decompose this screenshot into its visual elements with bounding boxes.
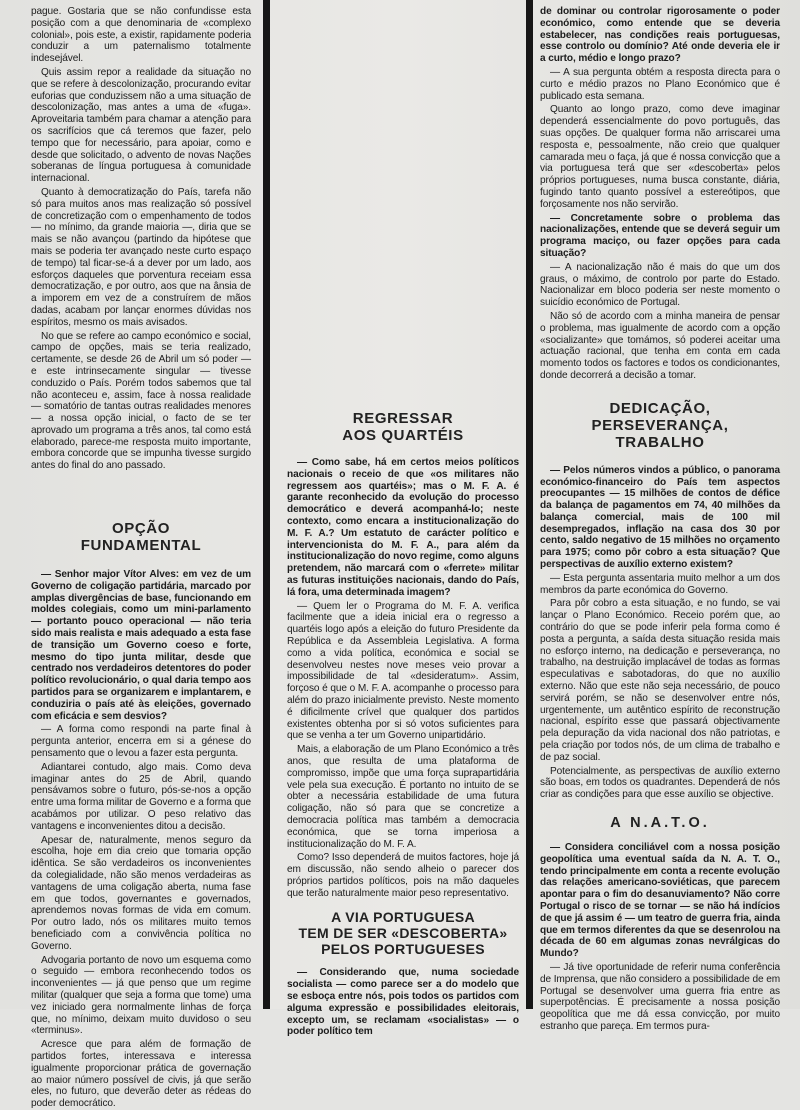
paragraph: Advogaria portanto de novo um esquema como o seguido — embora reconhecendo todos os inconvenientes — já que penso que um regime militar (qualquer que seja a forma que tome) uma vez iniciado gera normalmente linhas de força que, no mínimo, deixam muito duvidoso o seu «terminus». xyxy=(31,954,251,1037)
interview-answer: — A nacionalização não é mais do que um dos graus, o máximo, de controlo por parte do Estado. Nacionalizar em bloco poderia ser neste momento o suicídio económico de Portugal. xyxy=(540,261,780,309)
column-rule xyxy=(263,0,270,1009)
paragraph: No que se refere ao campo económico e social, campo de opções, mais se teria realizado, certamente, se desde 26 de Abril um só poder — e este intrinsecamente singular — tivesse conduzido o País. Porém todos sabemos que tal não aconteceu e, assim, face à nossa realidade — somatório de tantas outras realidades menores — a nossa opção inicial, o facto de se ter aprovado um programa a três anos, tal como está elaborado, parece-me resposta muito importante, embora concorde que se impunha tivesse surgido antes do final do ano passado. xyxy=(31,330,251,472)
section-heading: A VIA PORTUGUESA TEM DE SER «DESCOBERTA» PELOS PORTUGUESES xyxy=(298,909,508,958)
section-heading: DEDICAÇÃO, PERSEVERANÇA, TRABALHO xyxy=(591,399,729,451)
section-heading: REGRESSAR AOS QUARTÉIS xyxy=(342,410,464,444)
paragraph: pague. Gostaria que se não confundisse esta posição com a que denominaria de «complexo colonial», pois este, a existir, rapidamente poderia conduzir a um paternalismo totalmente indesejável. xyxy=(31,6,251,65)
section-heading: OPÇÃO FUNDAMENTAL xyxy=(80,520,202,555)
column-2 xyxy=(287,6,519,1038)
interview-question: — Pelos números vindos a público, o panorama económico-financeiro do País tem aspectos preocupantes — 15 milhões de contos de défice da balança de pagamentos em 74, 40 milhões da balança comercial, mais de 100 mil desempregados, inflação na casa dos 30 por cento, saldo negativo de 15 milhões no orçamento para 1975; como pôr cobro a esta situação? Que perspectivas de auxílio externo existem? xyxy=(540,464,780,571)
paragraph: Quanto ao longo prazo, como deve imaginar dependerá essencialmente do povo português, das suas opções. De qualquer forma não arriscarei uma resposta e, pessoalmente, não creio que qualquer camarada meu o faça, já que é nossa convicção que a via portuguesa terá que ser «descoberta» pelos próprios portugueses, numa busca constante, diária, fugindo tanto quanto possível a estereótipos, que forçosamente nos não servirão. xyxy=(540,104,780,210)
interview-question: de dominar ou controlar rigorosamente o poder económico, como entende que se deveria estabelecer, nas condições reais portuguesas, esse controlo ou domínio? Até onde deveria ele ir a curto, médio e longo prazo? xyxy=(540,6,780,65)
interview-answer: — A sua pergunta obtém a resposta directa para o curto e médio prazos no Plano Económico que é publicado esta semana. xyxy=(540,66,780,102)
interview-answer: — Esta pergunta assentaria muito melhor a um dos membros da parte económica do Governo. xyxy=(540,572,780,596)
interview-question: — Como sabe, há em certos meios políticos nacionais o receio de que «os militares não regressem aos quartéis»; mas o M. F. A. é garante reconhecido da evolução do processo democrático e deverá acompanhá-lo; neste contexto, como encara a institucionalização do M. F. A.? Um estatuto de carácter político e intervencionista do M. F. A., para além da institucionalização do novo regime, como alguns pretendem, não marcará com o «ferrete» militar as futuras instituições nacionais, dando do País, lá fora, uma determinada imagem? xyxy=(287,457,519,598)
blank-space xyxy=(287,6,519,410)
column-1 xyxy=(31,6,251,1110)
interview-question: — Senhor major Vítor Alves: em vez de um Governo de coligação partidária, marcado por amplas divergências de base, funcionando em moldes colegiais, como um mini-parlamento — portanto pouco operacional — não teria sido mais realista e mais adequado a esta fase de transição um Governo coeso e forte, mesmo do tipo junta militar, desde que centrado nos verdadeiros detentores do poder político revolucionário, o qual daria tempo aos partidos para se organizarem e implantarem, e conduziria o país até às eleições, governado com eficácia e sem desvios? xyxy=(31,569,251,722)
paragraph: Quanto à democratização do País, tarefa não só para muitos anos mas realização só possível de concretização com o empenhamento de todos — no mínimo, da grande maioria —, diria que se mais se não avançou (partindo da hipótese que mais se poderia ter avançado neste curto espaço de tempo) tal ficar-se-á a dever por um lado, aos esforços daqueles que porventura receiam essa democratização, e por outro, aos que na ânsia de a imporem em vez de a construírem de mãos dadas, acabam por lançar enormes dúvidas nos espíritos, mesmo os mais avisados. xyxy=(31,186,251,328)
paragraph: Adiantarei contudo, algo mais. Como deva imaginar antes do 25 de Abril, quando pensávamos sobre o futuro, pós-se-nos a opção entre uma forma militar de Governo e a forma que acabámos por utilizar. O peso relativo das vantagens e inconvenientes ditou a decisão. xyxy=(31,761,251,832)
paragraph: Para pôr cobro a esta situação, e no fundo, se vai lançar o Plano Económico. Receio porém que, ao contrário do que se pode inferir pela forma como é posta a pergunta, a saída desta situação resida mais no esforço interno, na dedicação e perseverança, no trabalho, na destruição implacável de todas as formas especulativas e sabotadoras, do que no auxílio externo. Não que este não seja necessário, de pouco servirá porém, se não se desenvolver entre nós, urgentemente, um autêntico espírito de reconstrução nacional, espírito esse que passará objectivamente pela depuração da vida nacional dos não patriotas, e pela criação por todos nós, de um clima de trabalho e de paz social. xyxy=(540,598,780,763)
paragraph: Mais, a elaboração de um Plano Económico a três anos, que resulta de uma plataforma de compromisso, impõe que uma força suprapartidária vele pela sua execução. É portanto no intuito de se obter a necessária estabilidade de uma futura coligação, não só para que se concretize a democracia política mas também a democracia económica, que se torna imperiosa a institucionalização do M. F. A. xyxy=(287,744,519,850)
paragraph: Como? Isso dependerá de muitos factores, hoje já em discussão, não sendo alheio o parecer dos próprios partidos políticos, pois na mão daqueles que terão naturalmente maior peso representativo. xyxy=(287,852,519,899)
interview-question: — Considera conciliável com a nossa posição geopolítica uma eventual saída da N. A. T. O., tendo principalmente em conta a recente evolução das relações americano-soviéticas, que parecem apontar para o fim do desanuviamento? Não corre Portugal o risco de se tornar — se não há indícios de que já assim é — um teatro de guerra fria, ainda que em termos diferentes da que se desenrolou na década de 60 em algumas zonas nevrálgicas do Mundo? xyxy=(540,842,780,960)
interview-answer: — A forma como respondi na parte final à pergunta anterior, encerra em si a génese do pensamento que o levou a fazer esta pergunta. xyxy=(31,724,251,760)
paragraph: Apesar de, naturalmente, menos seguro da escolha, hoje em dia creio que tomaria opção idêntica. Se são verdadeiros os inconvenientes da colegialidade, não são menos verdadeiras as vantagens de uma coligação aberta, numa fase em que todos, governantes e governados, aprendemos novas formas de vida em comum. Por outro lado, nós os militares muito temos beneficiado com a convivência política no Governo. xyxy=(31,834,251,952)
section-heading: A N.A.T.O. xyxy=(610,815,710,832)
paragraph: Não só de acordo com a minha maneira de pensar o problema, mas igualmente de acordo com a opção «socializante» que tomámos, só poderei aceitar uma actuação racional, que tenha em conta em cada momento todos os factores e todos os condicionantes, donde decorrerá a decisão a tomar. xyxy=(540,310,780,381)
interview-answer: — Já tive oportunidade de referir numa conferência de Imprensa, que não considero a possibilidade de em Portugal se desenvolver uma guerra fria entre as superpotências. É precisamente a nossa posição geopolítica que me dá essa convicção, por muito estranho que pareça. Em termos pura- xyxy=(540,961,781,1032)
column-3 xyxy=(540,6,781,1032)
interview-question: — Considerando que, numa sociedade socialista — como parece ser a do modelo que se esboça entre nós, pois todos os partidos com alguma expressão e possibilidades eleitorais, excepto um, se reclamam «socialistas» — o poder político tem xyxy=(287,967,519,1038)
interview-answer: — Quem ler o Programa do M. F. A. verifica facilmente que a ideia inicial era o regresso a quartéis logo após a eleição do futuro Presidente da República e da Assembleia Legislativa. A forma como a vida política, económica e social se desenvolveu nestes nove meses veio provar a impossibilidade de tal «desideratum». Assim, forçoso é que o M. F. A. acompanhe o processo para além do prazo inicialmente previsto. Neste momento é dificilmente crível que qualquer dos partidos existentes obtenha por si só votos suficientes para que se venha a ter um Governo unipartidário. xyxy=(287,600,519,742)
paragraph: Quis assim repor a realidade da situação no que se refere à descolonização, procurando evitar euforias que conduzissem não a uma situação de descolonização, mas antes a uma de «fuga». Aproveitaria também para chamar a atenção para os sacrifícios que cá teremos que fazer, pelo tempo que for necessário, para apoiar, como e desde que solicitado, o advento de novas Nações soberanas de língua portuguesa à comunidade internacional. xyxy=(31,66,251,185)
column-rule xyxy=(526,0,533,1009)
interview-question: — Concretamente sobre o problema das nacionalizações, entende que se deverá seguir um programa maciço, ou fazer opções para cada situação? xyxy=(540,212,780,259)
paragraph: Acresce que para além de formação de partidos fortes, interessava e interessa igualmente proporcionar prática de governação ao maior número possível de civis, já que serão eles, no futuro, que deverão deter as rédeas do poder democrático. xyxy=(31,1039,251,1110)
paragraph: Potencialmente, as perspectivas de auxílio externo são boas, em todos os quadrantes. Dependerá de nós criar as condições para que esse auxílio se objective. xyxy=(540,765,780,801)
